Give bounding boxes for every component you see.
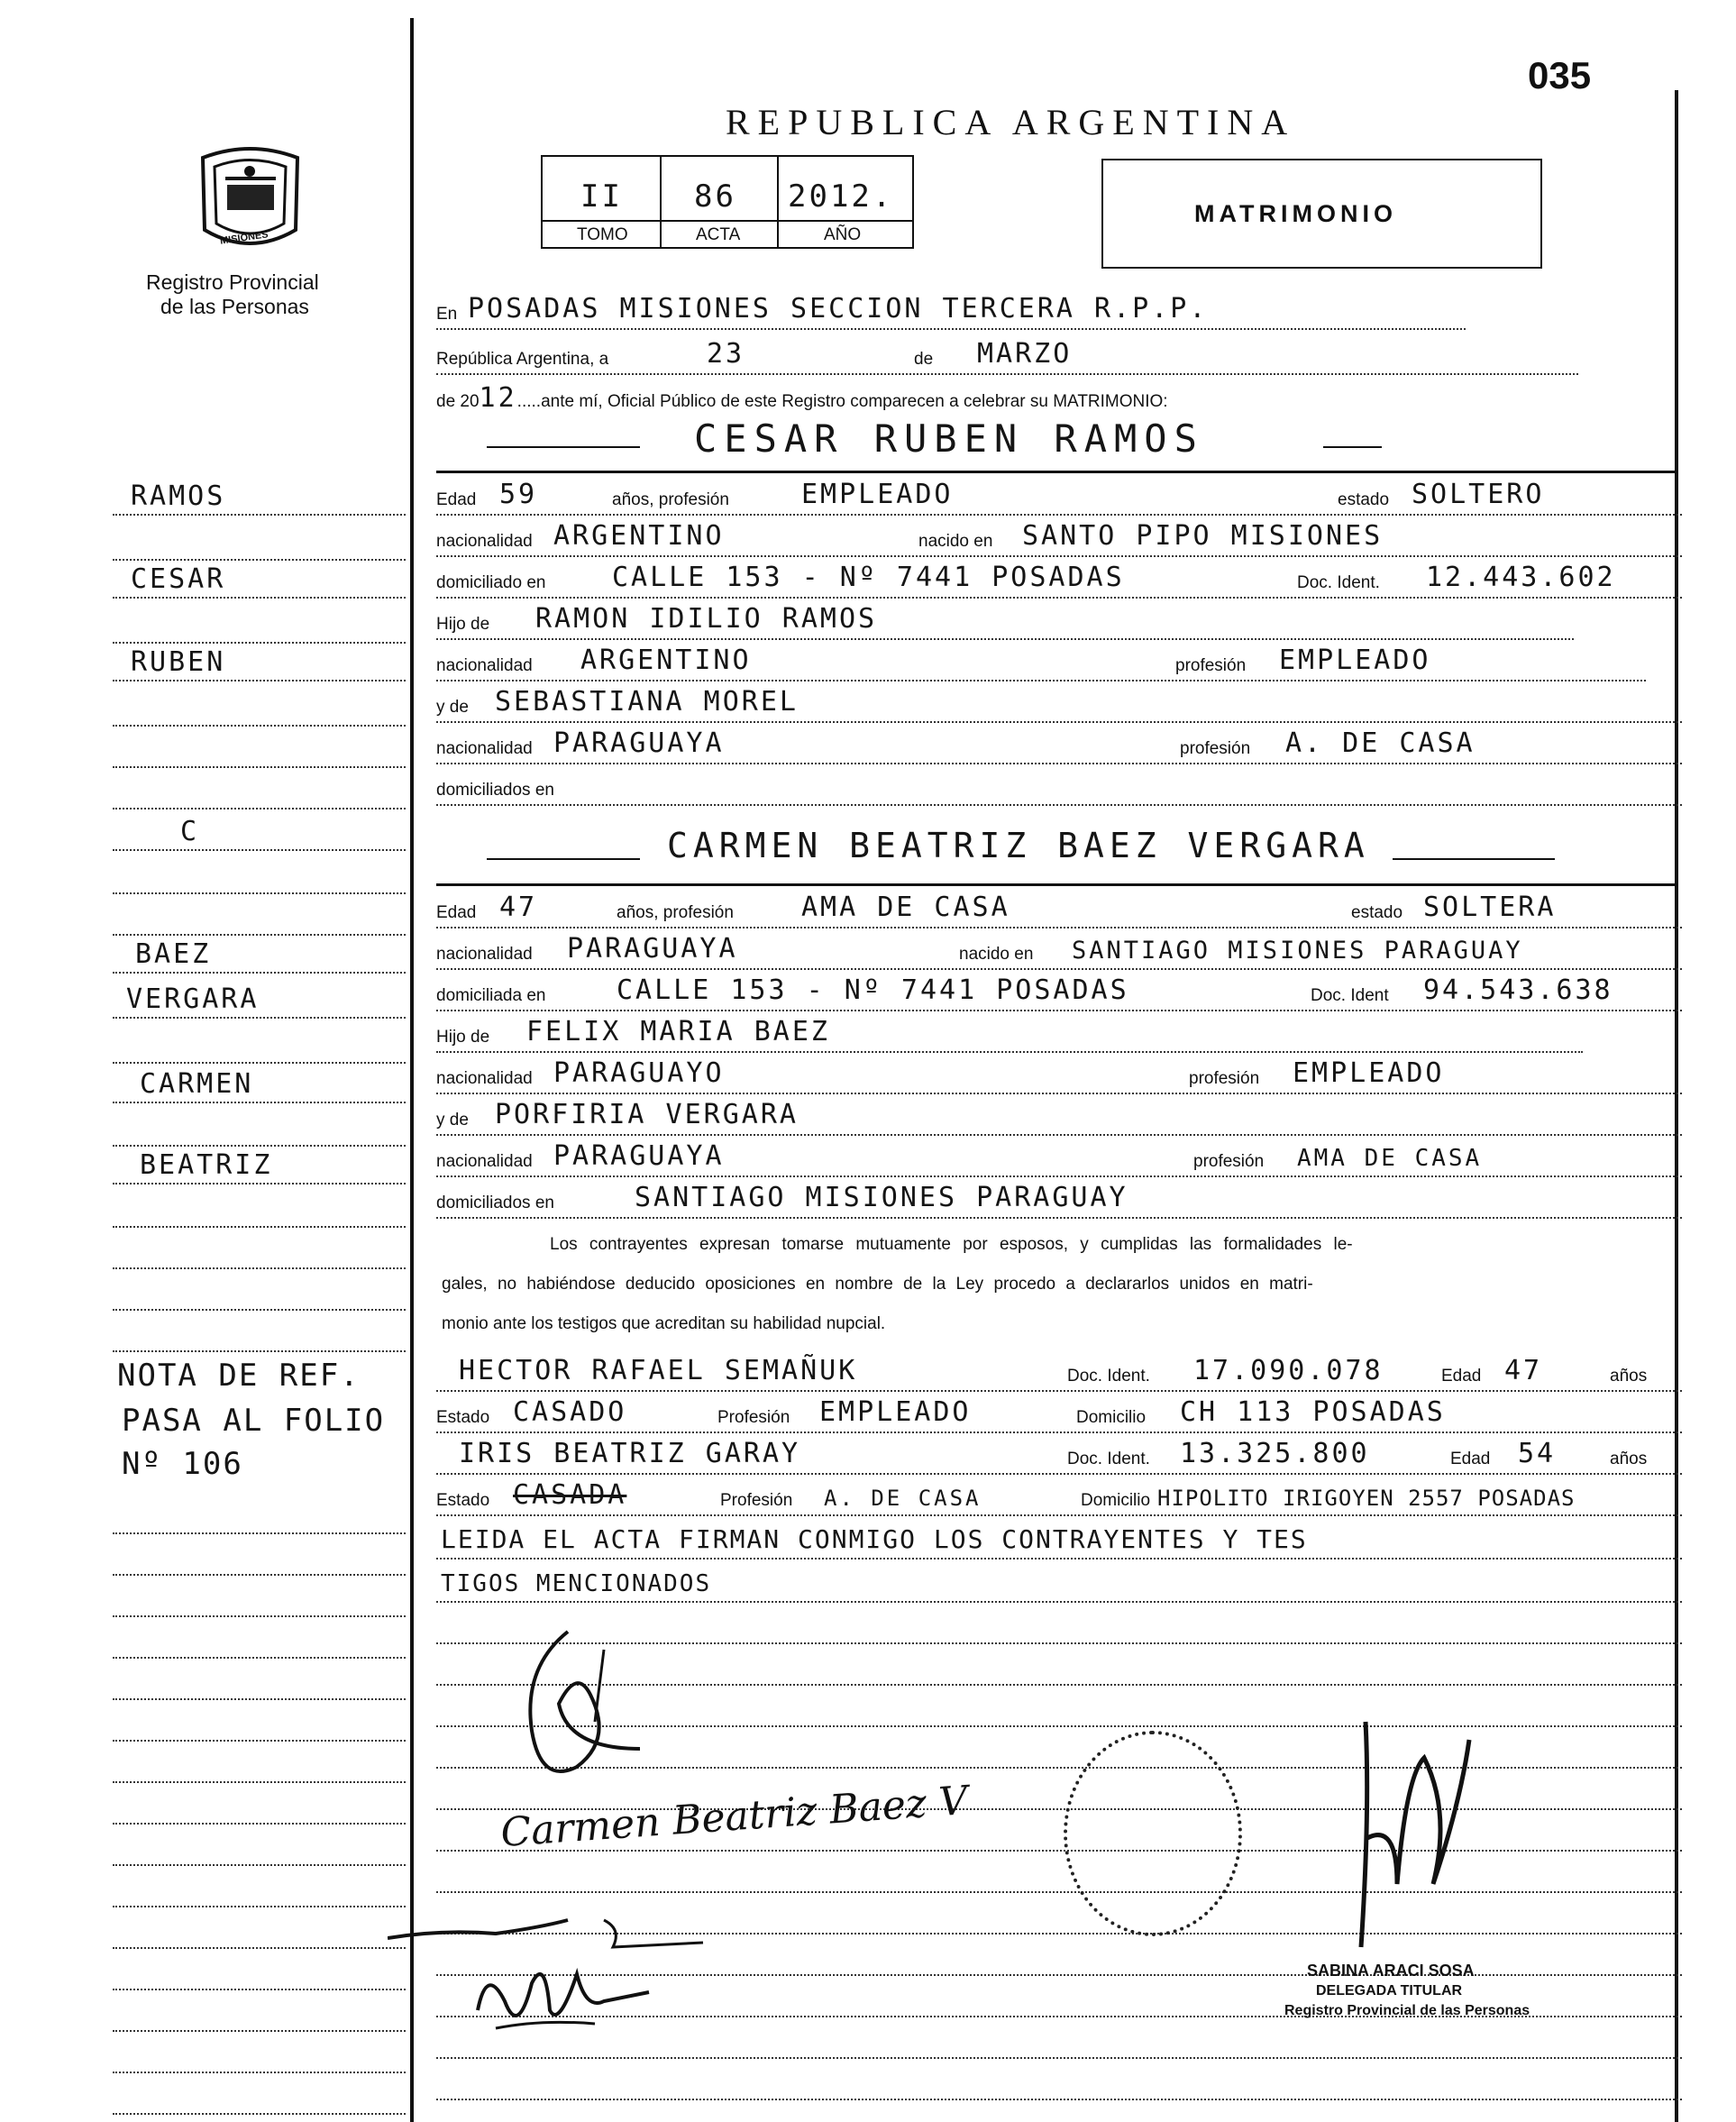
groom-nacionalidad-row: nacionalidad ARGENTINO nacido en SANTO PIPO MISIONES [436,517,1682,557]
witness1-doc: 17.090.078 [1193,1355,1384,1386]
groom-nacionalidad: ARGENTINO [553,520,725,552]
tomo-value: II [580,178,623,215]
groom-doc: 12.443.602 [1426,562,1616,593]
witness2-domicilio: HIPOLITO IRIGOYEN 2557 POSADAS [1157,1486,1576,1511]
margin-item-baez: BAEZ [113,936,406,974]
margin-item-beatriz: BEATRIZ [113,1147,406,1184]
margin-line [113,1026,406,1064]
witness2-edad: 54 [1518,1438,1557,1469]
margin-note-line2: PASA AL FOLIO [122,1403,386,1439]
margin-line [113,772,406,809]
bride-mother-nacionalidad: PARAGUAYA [553,1140,725,1172]
witness1-edad: 47 [1504,1355,1543,1386]
bride-father-nacionalidad: PARAGUAYO [553,1057,725,1089]
registry-name-line1: Registro Provincial [146,270,319,294]
declaration-line1: Los contrayentes expresan tomarse mutuamente por esposos, y cumplidas las formalidades le- [550,1235,1353,1254]
left-margin-rule [410,18,414,2122]
bride-parents-domicile-row: domiciliados en SANTIAGO MISIONES PARAGUAY [436,1179,1682,1219]
page-number: 035 [1528,54,1592,96]
year-suffix: 12 [479,382,517,414]
closing-line2: TIGOS MENCIONADOS [441,1570,712,1597]
acta-value: 86 [694,178,736,215]
bride-father: FELIX MARIA BAEZ [526,1016,830,1047]
margin-line [113,1231,406,1269]
margin-line [113,1745,406,1783]
tomo-acta-ano-box [541,155,914,249]
groom-father-row: Hijo de RAMON IDILIO RAMOS [436,600,1574,640]
groom-edad: 59 [499,479,538,510]
witness2-estado-row: Estado CASADA Profesión A. DE CASA Domicilio HIPOLITO IRIGOYEN 2557 POSADAS [436,1477,1682,1516]
official-signature [1343,1704,1487,1970]
groom-parents-domicile-row: domiciliados en [436,766,1682,806]
groom-father: RAMON IDILIO RAMOS [535,603,878,635]
margin-line [113,1870,406,1907]
bride-mother: PORFIRIA VERGARA [495,1099,799,1130]
margin-note-line1: NOTA DE REF. [117,1358,361,1394]
margin-line [113,1704,406,1742]
margin-line [113,1911,406,1949]
margin-line [113,606,406,644]
closing-line1: LEIDA EL ACTA FIRMAN CONMIGO LOS CONTRAYENTES Y TES [441,1524,1308,1554]
margin-line [113,1621,406,1659]
groom-edad-row: Edad 59 años, profesión EMPLEADO estado SOLTERO [436,476,1682,516]
bride-father-row: Hijo de FELIX MARIA BAEZ [436,1013,1583,1053]
groom-signature [505,1614,685,1798]
witness2-signature [469,1947,667,2051]
official-stamp-office: Registro Provincial de las Personas [1284,2003,1530,2018]
witness1-estado-row: Estado CASADO Profesión EMPLEADO Domicilio CH 113 POSADAS [436,1394,1682,1433]
witness1-name-row: HECTOR RAFAEL SEMAÑUK Doc. Ident. 17.090.078 Edad 47 años [436,1352,1682,1392]
intro-year-line: de 2012.....ante mí, Oficial Público de este Registro comparecen a celebrar su MATRIMONIO: [436,382,1168,414]
margin-line [113,1314,406,1352]
margin-line [113,856,406,894]
declaration-line3: monio ante los testigos que acreditan su habilidad nupcial. [442,1314,886,1333]
margin-line [113,1579,406,1617]
groom-father-nacionalidad: ARGENTINO [580,645,752,676]
witness2-name-row: IRIS BEATRIZ GARAY Doc. Ident. 13.325.800 Edad 54 años [436,1435,1682,1475]
groom-full-name: CESAR RUBEN RAMOS [694,416,1204,461]
margin-line [113,1828,406,1866]
witness1-name: HECTOR RAFAEL SEMAÑUK [459,1355,858,1386]
margin-item-c: C [113,813,406,851]
witness2-profesion: A. DE CASA [824,1486,982,1511]
tomo-label: TOMO [577,225,628,244]
witness2-name: IRIS BEATRIZ GARAY [459,1438,801,1469]
margin-line [113,1109,406,1147]
anio-label: AÑO [824,225,862,244]
margin-item-vergara: VERGARA [113,981,406,1019]
bride-mother-profesion: AMA DE CASA [1297,1145,1483,1172]
groom-mother-nacionalidad: PARAGUAYA [553,727,725,759]
margin-line [113,1273,406,1311]
margin-line [113,689,406,727]
margin-line [113,523,406,561]
groom-nacido: SANTO PIPO MISIONES [1022,520,1384,552]
margin-line [113,1538,406,1576]
intro-date-row: República Argentina, a 23 de MARZO [436,335,1578,375]
bride-full-name: CARMEN BEATRIZ BAEZ VERGARA [667,826,1370,865]
margin-item-ramos: RAMOS [113,478,406,516]
margin-line [113,1953,406,1990]
registry-seal-text: MISIONES [219,229,270,247]
doc-type-title: MATRIMONIO [1194,200,1397,227]
margin-line [113,898,406,936]
month-value: MARZO [977,338,1073,370]
official-stamp-name: SABINA ARACI SOSA [1307,1962,1475,1980]
bride-nacionalidad-row: nacionalidad PARAGUAYA nacido en SANTIAGO MISIONES PARAGUAY [436,930,1682,970]
bride-section-rule [436,883,1675,886]
bride-doc: 94.543.638 [1423,974,1613,1006]
place-value: POSADAS MISIONES SECCION TERCERA R.P.P. [468,293,1209,325]
witness1-estado: CASADO [513,1396,627,1428]
bride-estado: SOLTERA [1423,892,1557,923]
margin-item-cesar: CESAR [113,561,406,599]
groom-estado: SOLTERO [1412,479,1545,510]
margin-note-line3: Nº 106 [122,1446,243,1482]
groom-domicilio-row: domiciliado en CALLE 153 - Nº 7441 POSADAS Doc. Ident. 12.443.602 [436,559,1682,599]
bride-edad-row: Edad 47 años, profesión AMA DE CASA estado SOLTERA [436,889,1682,928]
margin-line [113,1496,406,1534]
official-stamp-title: DELEGADA TITULAR [1316,1983,1463,1999]
groom-mother: SEBASTIANA MOREL [495,686,799,718]
groom-mother-detail-row: nacionalidad PARAGUAYA profesión A. DE CASA [436,725,1682,764]
intro-place-row: En POSADAS MISIONES SECCION TERCERA R.P.P. [436,290,1466,330]
official-round-seal [1064,1731,1242,1936]
country-title: REPUBLICA ARGENTINA [726,102,1296,142]
groom-profesion: EMPLEADO [801,479,954,510]
acta-label: ACTA [696,225,741,244]
margin-line [113,1994,406,2032]
groom-domicilio: CALLE 153 - Nº 7441 POSADAS [612,562,1125,593]
day-value: 23 [707,338,745,370]
registry-name-line2: de las Personas [160,295,309,318]
bride-domicilio-row: domiciliada en CALLE 153 - Nº 7441 POSADAS Doc. Ident 94.543.638 [436,972,1682,1011]
anio-value: 2012. [788,178,894,215]
bride-father-profesion: EMPLEADO [1293,1057,1445,1089]
bride-parents-domicilio: SANTIAGO MISIONES PARAGUAY [635,1182,1128,1213]
bride-father-detail-row: nacionalidad PARAGUAYO profesión EMPLEADO [436,1055,1682,1094]
bride-mother-detail-row: nacionalidad PARAGUAYA profesión AMA DE CASA [436,1138,1682,1177]
bride-profesion: AMA DE CASA [801,892,1010,923]
margin-item-ruben: RUBEN [113,644,406,681]
bride-mother-row: y de PORFIRIA VERGARA [436,1096,1682,1136]
witness1-domicilio: CH 113 POSADAS [1180,1396,1446,1428]
margin-item-carmen: CARMEN [113,1066,406,1103]
margin-line [113,2035,406,2073]
bride-edad: 47 [499,892,538,923]
witness1-profesion: EMPLEADO [819,1396,972,1428]
groom-mother-profesion: A. DE CASA [1285,727,1476,759]
bride-nacionalidad: PARAGUAYA [567,933,738,965]
witness2-doc: 13.325.800 [1180,1438,1370,1469]
margin-line [113,1662,406,1700]
margin-line [113,1787,406,1825]
closing-row2 [436,1563,1682,1603]
groom-father-detail-row: nacionalidad ARGENTINO profesión EMPLEADO [436,642,1646,681]
groom-mother-row: y de SEBASTIANA MOREL [436,683,1682,723]
witness2-estado: CASADA [513,1479,627,1511]
groom-father-profesion: EMPLEADO [1279,645,1431,676]
bride-signature: Carmen Beatriz Baez V [498,1777,970,1857]
margin-line [113,2077,406,2115]
declaration-line2: gales, no habiéndose deducido oposiciones en nombre de la Ley procedo a declararlos unidos en matri- [442,1275,1313,1294]
closing-row1 [436,1520,1682,1559]
margin-line [113,1190,406,1228]
groom-section-rule [436,471,1675,473]
margin-line [113,730,406,768]
bride-domicilio: CALLE 153 - Nº 7441 POSADAS [617,974,1129,1006]
bride-nacido: SANTIAGO MISIONES PARAGUAY [1072,937,1523,965]
